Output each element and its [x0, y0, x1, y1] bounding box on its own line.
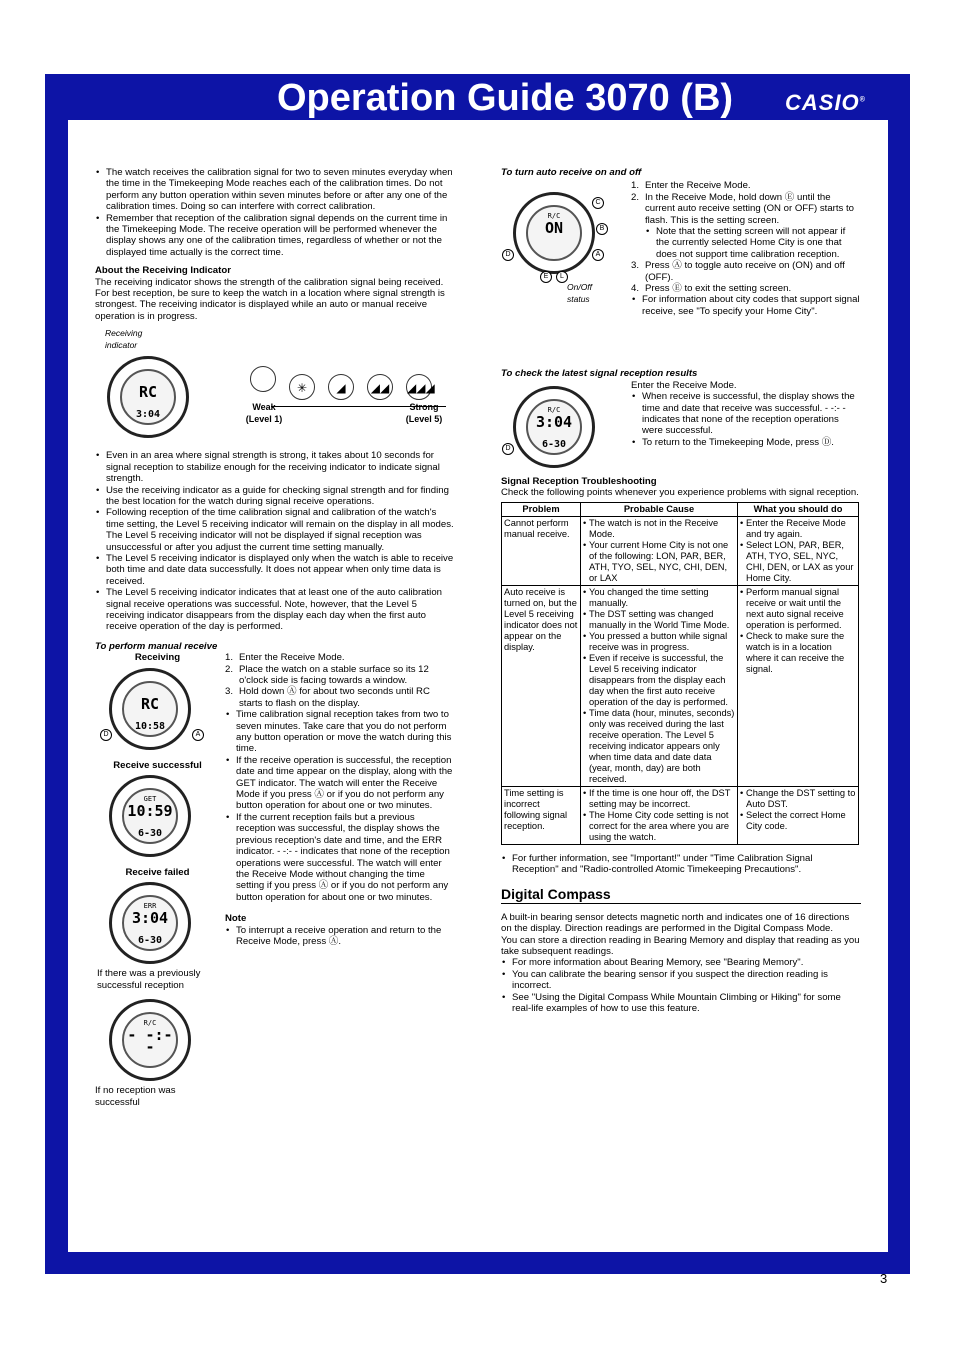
watch-time: 10:59: [127, 802, 173, 820]
button-l-label: L: [556, 271, 568, 283]
check-section: [501, 380, 861, 470]
indicator-figure: [95, 328, 457, 446]
list-item: • You pressed a button while signal receive was in progress.: [583, 631, 735, 653]
watch-time: 3:04: [535, 412, 573, 431]
button-c-label: C: [592, 197, 604, 209]
watch-face: [526, 399, 582, 455]
list-item: • The watch receives the calibration signal for two to seven minutes everyday when the time in the Timekeeping Mode reaches each of the calibration times. Do not perform any button operation within seven minutes before or after any one of the calibration times. Doing so can interfere with correct calibration.: [95, 167, 457, 213]
left-column: [95, 167, 457, 1112]
list-item: • Select the correct Home City code.: [740, 810, 856, 832]
header-action: What you should do: [738, 502, 859, 516]
actions-list: [740, 587, 856, 675]
list-item: • Time calibration signal reception takes from two to seven minutes. Take care that you do not perform any button operation or move the watch during this time.: [225, 709, 455, 755]
brand-text: CASIO: [785, 90, 860, 115]
button-a-label: A: [592, 249, 604, 261]
registered-mark: ®: [859, 96, 866, 104]
signal-level-5-icon: ◢◢◢: [406, 374, 432, 400]
list-item: • Even if receive is successful, the Level 5 receiving indicator disappears from the display each day when the first auto receive operation of the day is performed.: [583, 653, 735, 708]
watch-failed-illustration: [109, 882, 191, 964]
list-item: • Even in an area where signal strength is strong, it takes about 10 seconds for signal reception to stabilize enough for the receiving indicator to indicate signal strength.: [95, 450, 457, 484]
button-d-label: D: [502, 443, 514, 455]
step-number: 1.: [631, 180, 640, 192]
watch-face: [122, 681, 178, 737]
list-item: • If the time is one hour off, the DST setting may be incorrect.: [583, 788, 735, 810]
table-body: [502, 516, 859, 844]
list-item: • Perform manual signal receive or wait until the next auto signal receive operation is performed.: [740, 587, 856, 631]
list-item: • Check to make sure the watch is in a location where it can receive the signal.: [740, 631, 856, 675]
trouble-heading: Signal Reception Troubleshooting: [501, 475, 657, 487]
list-item: • To interrupt a receive operation and return to the Receive Mode, press Ⓐ.: [225, 925, 455, 948]
page-title: Operation Guide 3070 (B): [276, 77, 734, 119]
fig-receiving-label: Receiving: [134, 652, 181, 664]
list-item: • Note that the setting screen will not appear if the currently selected Home City is one that does not support time calibration reception.: [645, 226, 861, 260]
manual-heading: To perform manual receive: [95, 640, 218, 652]
watch-time: 3:04: [135, 409, 161, 421]
watch-indicator: R/C: [547, 405, 561, 414]
problem-cell: Time setting is incorrect following signal reception.: [502, 786, 581, 844]
further-bullets: [501, 853, 861, 876]
strong-text: Strong: [409, 402, 439, 413]
watch-check-illustration: [505, 386, 595, 468]
weak-text: Weak: [252, 402, 276, 413]
watch-receiving-illustration: [103, 668, 201, 750]
list-item: • The Level 5 receiving indicator is displayed only when the watch is able to receive both time and date data successfully. It does not appear when only time data is received.: [95, 553, 457, 587]
compass-heading: Digital Compass: [501, 889, 861, 903]
watch-date: 6-30: [137, 935, 163, 947]
weak-level: (Level 1): [245, 413, 283, 424]
step-text: Enter the Receive Mode.: [239, 652, 345, 664]
auto-bullets: [631, 294, 861, 317]
step-item: [225, 664, 455, 687]
watch-time: - -:- -: [127, 1026, 173, 1056]
step-text: Hold down Ⓐ for about two seconds until RC starts to flash on the display.: [239, 686, 430, 709]
watch-indicator: GET: [143, 795, 157, 803]
weak-label: [239, 402, 289, 425]
step-number: 4.: [631, 283, 640, 295]
table-row: [502, 786, 859, 844]
watch-time: 3:04: [131, 909, 169, 928]
receiving-indicator-label: Receiving indicator: [105, 328, 143, 350]
list-item: • Select LON, PAR, BER, ATH, TYO, SEL, NYC, CHI, DEN, or LAX as your Home City.: [740, 540, 856, 584]
causes-list: [583, 518, 735, 584]
signal-level-0-icon: [250, 366, 276, 392]
watch-none-illustration: [109, 999, 191, 1081]
about-text: The receiving indicator shows the strength of the calibration signal being received. For best reception, be sure to keep the watch in a location where signal strength is strongest. The receiving indicator is displayed while an auto or manual receive operation is in progress.: [95, 276, 445, 322]
list-item: • The Home City code setting is not correct for the area where you are using the watch.: [583, 810, 735, 843]
signal-level-1-icon: ✳: [289, 374, 315, 400]
cause-cell: [581, 786, 738, 844]
watch-auto-illustration: [505, 192, 605, 281]
list-item: • When receive is successful, the display shows the time and date that receive was successful. - -:- - indicates that none of the reception operations were successful.: [631, 391, 861, 437]
strong-label: [399, 402, 449, 425]
watch-indicator: ERR: [143, 902, 157, 911]
step-text: In the Receive Mode, hold down Ⓔ until the current auto receive setting (ON or OFF) starts to flash. This is the setting screen.: [645, 191, 854, 226]
compass-paragraph-2: You can store a direction reading in Bearing Memory and display that reading as you take subsequent readings.: [501, 934, 860, 958]
step-number: 3.: [631, 260, 640, 272]
brand-logo: [785, 90, 866, 116]
auto-sub-bullets: [645, 226, 861, 260]
list-item: • If the receive operation is successful, the reception date and time appear on the display, along with the GET indicator. The watch will enter the Receive Mode if you press Ⓐ or if you do not perform any button operation for about one or two minutes.: [225, 755, 455, 812]
signal-level-2-icon: ◢: [328, 374, 354, 400]
button-d-label: D: [100, 729, 112, 741]
auto-section: [501, 178, 861, 368]
auto-heading: To turn auto receive on and off: [501, 167, 642, 178]
manual-steps-area: [225, 652, 455, 947]
cause-cell: [581, 585, 738, 786]
header-cause: Probable Cause: [581, 502, 738, 516]
action-cell: [738, 516, 859, 585]
check-heading: To check the latest signal reception results: [501, 368, 698, 380]
signal-levels: [250, 366, 445, 400]
content-area: [68, 120, 888, 1286]
step-number: 2.: [631, 191, 640, 203]
button-b-label: B: [596, 223, 608, 235]
manual-figures: [95, 652, 220, 1108]
step-item: [631, 192, 861, 226]
list-item: • See "Using the Digital Compass While Mountain Climbing or Hiking" for some real-life examples of how to use this feature.: [501, 992, 861, 1015]
step-text: Enter the Receive Mode.: [645, 180, 751, 192]
table-row: [502, 585, 859, 786]
list-item: • Remember that reception of the calibration signal depends on the current time in the Timekeeping Mode. The receive operation will be performed whenever the display shows any one of the calibration times, regardless of whether or not the displayed time actually is the correct time.: [95, 213, 457, 259]
note-heading: Note: [225, 913, 247, 925]
button-d-label: D: [502, 249, 514, 261]
list-item: • For information about city codes that support signal receive, see "To specify your Home City".: [631, 294, 861, 317]
table-header-row: [502, 502, 859, 516]
list-item: • If the current reception fails but a previous reception was successful, the display shows the previous reception's date and time, and the ERR indicator. - -:- - indicates that none of the reception operations were successful. The watch will enter the Receive Mode without changing the time setting if you press Ⓐ or if you do not perform any button operation for about one or two minutes.: [225, 812, 455, 903]
troubleshooting-table: [501, 502, 859, 845]
watch-face: [526, 205, 582, 261]
page-number: 3: [880, 1271, 888, 1286]
causes-list: [583, 587, 735, 785]
trouble-intro: Check the following points whenever you experience problems with signal reception.: [501, 487, 859, 499]
list-item: • Following reception of the time calibration signal and calibration of the watch's time setting, the Level 5 receiving indicator will remain on the display in all modes. The Level 5 receiving indicator will not be displayed if signal reception was unsuccessful or after you adjust the current time setting manually.: [95, 507, 457, 553]
button-a-label: A: [192, 729, 204, 741]
list-item: • Enter the Receive Mode and try again.: [740, 518, 856, 540]
fig-success-label: Receive successful: [113, 759, 202, 771]
auto-steps-area: [631, 180, 861, 317]
manual-section: [95, 652, 457, 1112]
step-item: [631, 283, 861, 294]
right-column: [501, 167, 861, 1015]
fig-prev-label: If there was a previously successful reception: [97, 968, 201, 991]
watch-success-illustration: [109, 775, 191, 857]
manual-steps: [225, 652, 455, 709]
watch-indicator: R/C: [143, 1019, 157, 1028]
check-step: Enter the Receive Mode.: [631, 379, 737, 391]
step-text: Press Ⓐ to toggle auto receive on (ON) and off (OFF).: [645, 260, 845, 283]
auto-steps: [631, 180, 861, 294]
step-text: Press Ⓔ to exit the setting screen.: [645, 283, 792, 295]
step-item: [225, 686, 455, 709]
watch-face: [122, 1012, 178, 1068]
problem-cell: Auto receive is turned on, but the Level 5 receiving indicator does not appear on the display.: [502, 585, 581, 786]
watch-face: [122, 788, 178, 844]
step-number: 2.: [225, 663, 234, 675]
fig-none-label: If no reception was successful: [95, 1085, 176, 1108]
watch-date: 6-30: [541, 438, 567, 450]
watch-indicator: R/C: [547, 212, 561, 221]
list-item: • The DST setting was changed manually in the World Time Mode.: [583, 609, 735, 631]
watch-setting: ON: [544, 219, 564, 238]
manual-bullets: [225, 709, 455, 903]
step-item: [631, 260, 861, 283]
compass-bullets: [501, 957, 861, 1014]
action-cell: [738, 585, 859, 786]
list-item: • Use the receiving indicator as a guide for checking signal strength and for finding the best location for the watch during signal receive operations.: [95, 485, 457, 508]
compass-paragraph-1: A built-in bearing sensor detects magnetic north and indicates one of 16 directions on the display. Direction readings are performed in the Digital Compass Mode.: [501, 911, 850, 935]
list-item: • Your current Home City is not one of the following: LON, PAR, BER, ATH, TYO, SEL, NYC, CHI, DEN, or LAX: [583, 540, 735, 584]
table-row: [502, 516, 859, 585]
check-bullets: [631, 391, 861, 448]
action-cell: [738, 786, 859, 844]
watch-face: [120, 369, 176, 425]
watch-rc-illustration: [107, 356, 189, 438]
note-bullets: [225, 925, 455, 948]
step-item: [631, 180, 861, 191]
problem-cell: Cannot perform manual receive.: [502, 516, 581, 585]
intro-bullets: [95, 167, 457, 258]
step-text: Place the watch on a stable surface so its 12 o'clock side is facing towards a window.: [239, 663, 429, 686]
button-e-label: E: [540, 271, 552, 283]
step-number: 3.: [225, 686, 234, 698]
list-item: • For more information about Bearing Memory, see "Bearing Memory".: [501, 957, 861, 968]
list-item: • For further information, see "Important!" under "Time Calibration Signal Reception" and "Radio-controlled Atomic Timekeeping Precautions".: [501, 853, 861, 876]
cause-cell: [581, 516, 738, 585]
list-item: • You can calibrate the bearing sensor if you suspect the direction reading is incorrect.: [501, 969, 861, 992]
watch-time: 10:58: [134, 720, 166, 732]
actions-list: [740, 518, 856, 584]
list-item: • The watch is not in the Receive Mode.: [583, 518, 735, 540]
list-item: • You changed the time setting manually.: [583, 587, 735, 609]
step-item: [225, 652, 455, 663]
watch-auto-figure: [505, 192, 605, 304]
list-item: • Time data (hour, minutes, seconds) only was received during the last receive operation. The Level 5 receiving indicator appears only when time data and date data (year, month, day) are both received.: [583, 708, 735, 785]
about-heading: About the Receiving Indicator: [95, 265, 231, 277]
onoff-label: On/Off status: [567, 282, 593, 304]
page-frame: [45, 74, 910, 1286]
watch-date: 6-30: [137, 828, 163, 839]
step-number: 1.: [225, 652, 234, 664]
signal-level-3-icon: ◢◢: [367, 374, 393, 400]
watch-face: [122, 895, 178, 951]
strong-level: (Level 5): [405, 413, 443, 424]
list-item: • To return to the Timekeeping Mode, press Ⓓ.: [631, 437, 861, 448]
strength-bullets: [95, 450, 457, 633]
list-item: • The Level 5 receiving indicator indicates that at least one of the auto calibration signal receive operations was successful. Note, however, that the Level 5 receiving indicator disappears from the display each day when the first auto receive operation of the day is performed.: [95, 587, 457, 633]
watch-mode: RC: [138, 383, 158, 402]
fig-failed-label: Receive failed: [125, 867, 190, 878]
header-problem: Problem: [502, 502, 581, 516]
watch-mode: RC: [140, 694, 160, 713]
list-item: • Change the DST setting to Auto DST.: [740, 788, 856, 810]
actions-list: [740, 788, 856, 832]
causes-list: [583, 788, 735, 843]
check-steps-area: [631, 380, 861, 448]
